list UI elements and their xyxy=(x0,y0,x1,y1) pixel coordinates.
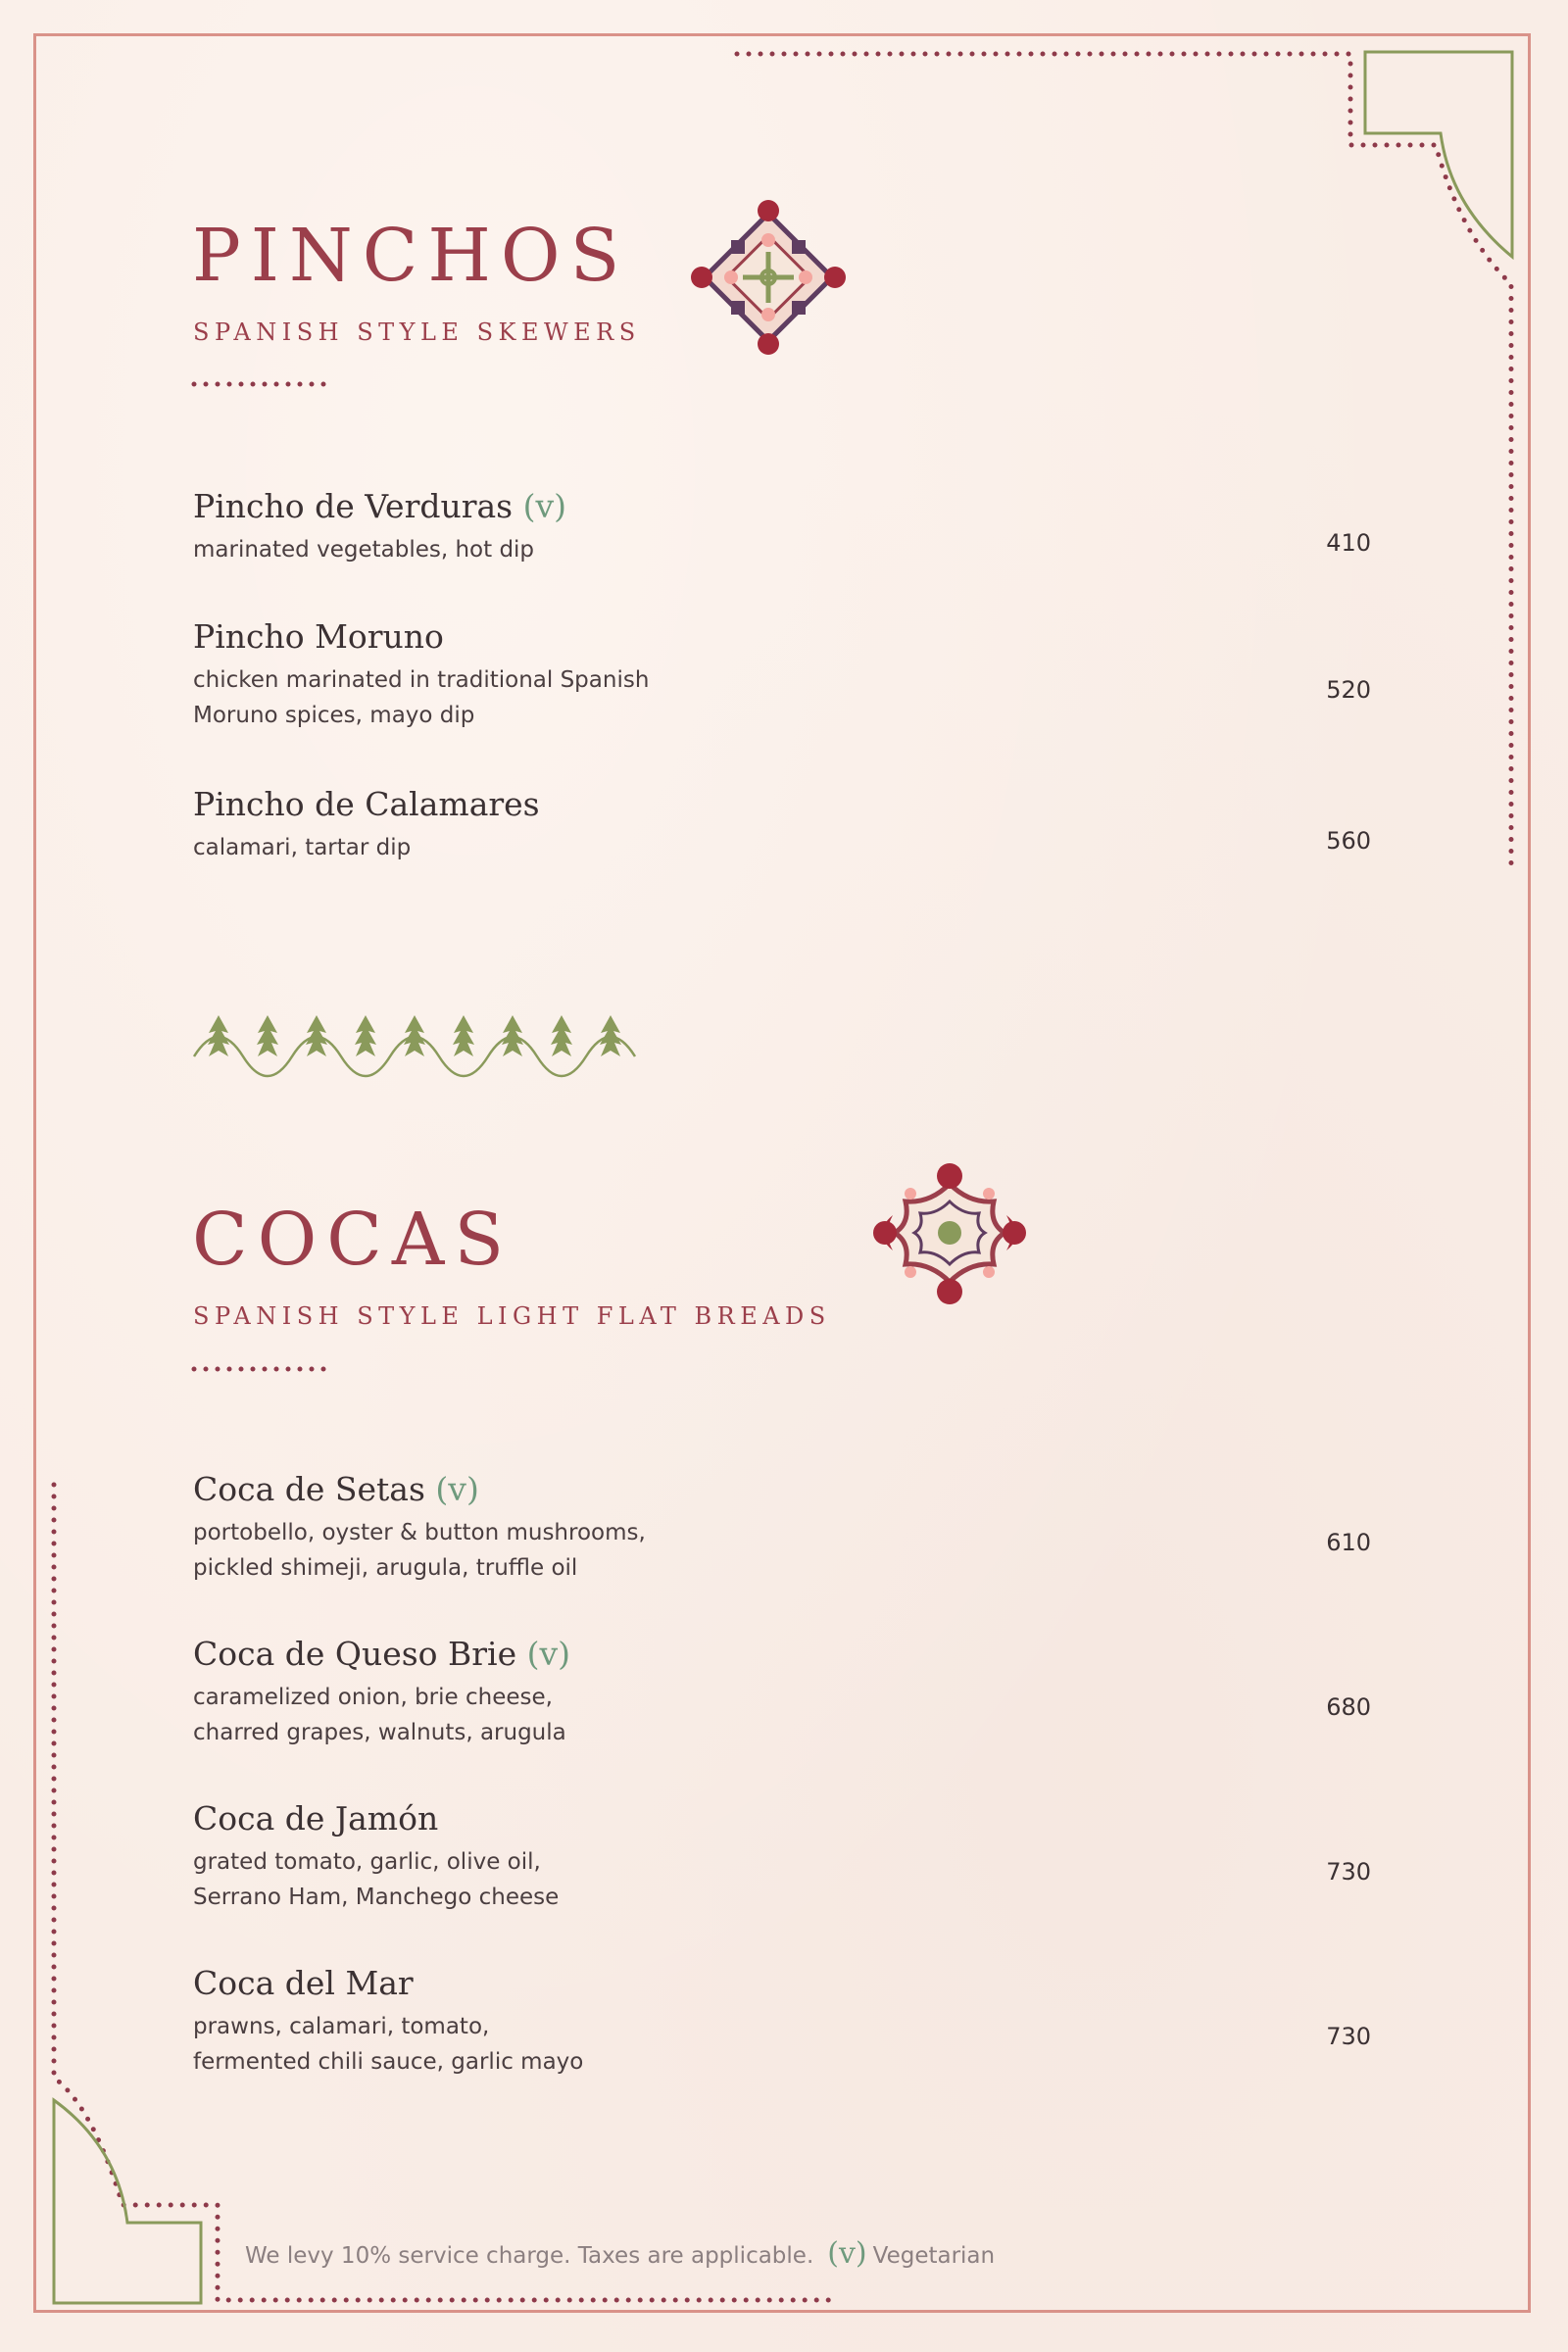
section-title-pinchos: PINCHOS xyxy=(192,214,630,298)
menu-item xyxy=(193,1962,1398,2080)
item-name-line xyxy=(193,1797,1398,1840)
item-description: caramelized onion, brie cheese, charred grapes, walnuts, arugula xyxy=(193,1685,566,1745)
item-name: Coca de Jamón xyxy=(193,1799,439,1838)
footer-note xyxy=(245,2236,995,2271)
item-description: prawns, calamari, tomato, fermented chili sauce, garlic mayo xyxy=(193,2014,584,2075)
menu-item xyxy=(193,1468,1398,1586)
tile-ornament-icon xyxy=(691,200,846,355)
item-price: 520 xyxy=(1326,676,1371,704)
item-name-line xyxy=(193,615,1398,659)
vegetarian-mark: (v) xyxy=(435,1470,479,1508)
vegetarian-legend-label: Vegetarian xyxy=(872,2243,996,2269)
leaf-border-icon xyxy=(194,1015,635,1076)
item-name: Coca de Setas xyxy=(193,1470,425,1508)
corner-bracket-icon xyxy=(54,2100,201,2303)
vegetarian-symbol: (v) xyxy=(827,2236,867,2271)
item-description: calamari, tartar dip xyxy=(193,835,412,860)
item-name: Coca de Queso Brie xyxy=(193,1635,517,1673)
section-subtitle-cocas: SPANISH STYLE LIGHT FLAT BREADS xyxy=(193,1302,831,1330)
menu-item xyxy=(193,1633,1398,1750)
item-price: 410 xyxy=(1326,529,1371,557)
menu-item xyxy=(193,783,1398,865)
item-name-line xyxy=(193,783,1398,826)
item-description: marinated vegetables, hot dip xyxy=(193,537,535,563)
menu-item xyxy=(193,485,1398,567)
item-name-line xyxy=(193,485,1398,528)
item-name-line xyxy=(193,1633,1398,1676)
top-right-dotted-border xyxy=(737,54,1511,872)
menu-item xyxy=(193,1797,1398,1915)
item-price: 680 xyxy=(1326,1693,1371,1721)
item-description: grated tomato, garlic, olive oil, Serrano Ham, Manchego cheese xyxy=(193,1849,560,1910)
item-name: Pincho de Verduras xyxy=(193,487,514,525)
menu-item xyxy=(193,615,1398,733)
medallion-ornament-icon xyxy=(873,1163,1026,1304)
item-name: Pincho de Calamares xyxy=(193,785,540,823)
item-price: 730 xyxy=(1326,2023,1371,2050)
section-subtitle-pinchos: SPANISH STYLE SKEWERS xyxy=(193,318,641,346)
item-name: Coca del Mar xyxy=(193,1964,414,2002)
item-name-line xyxy=(193,1468,1398,1511)
item-price: 730 xyxy=(1326,1858,1371,1886)
item-price: 560 xyxy=(1326,827,1371,855)
item-name-line xyxy=(193,1962,1398,2005)
service-charge-note: We levy 10% service charge. Taxes are applicable. xyxy=(245,2243,814,2269)
vegetarian-mark: (v) xyxy=(526,1635,571,1673)
item-name: Pincho Moruno xyxy=(193,617,444,656)
section-title-cocas: COCAS xyxy=(192,1198,514,1282)
item-description: chicken marinated in traditional Spanish Moruno spices, mayo dip xyxy=(193,667,650,728)
item-price: 610 xyxy=(1326,1529,1371,1556)
vegetarian-mark: (v) xyxy=(522,487,567,525)
item-description: portobello, oyster & button mushrooms, pickled shimeji, arugula, truffle oil xyxy=(193,1520,646,1581)
